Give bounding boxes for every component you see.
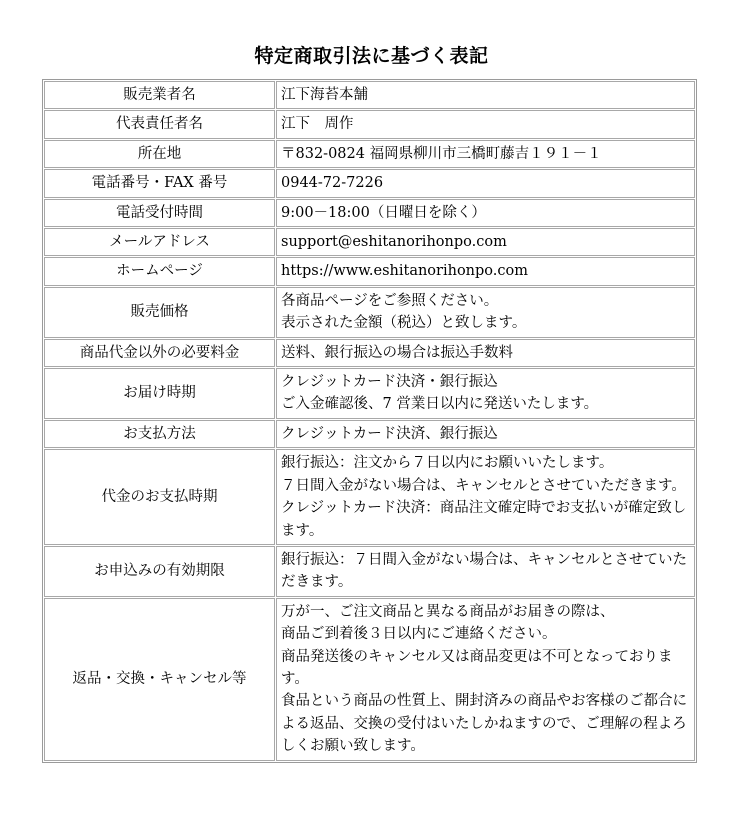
row-value (276, 546, 695, 597)
table-row (44, 368, 695, 419)
row-value-line: https://www.eshitanorihonpo.com (281, 263, 528, 280)
row-value-line: 商品ご到着後３日以内にご連絡ください。 (281, 626, 557, 643)
row-value-line: 食品という商品の性質上、開封済みの商品やお客様のご都合による返品、交換の受付はいたしかねますので、ご理解の程よろしくお願い致します。 (281, 693, 687, 755)
row-label: 代金のお支払時期 (44, 449, 275, 545)
row-value-line: クレジットカード決済：商品注文確定時でお支払いが確定致します。 (281, 500, 687, 539)
row-value (276, 598, 695, 761)
row-value-line: 各商品ページをご参照ください。 (281, 292, 499, 309)
legal-info-table-body (44, 81, 695, 761)
row-value-line: 銀行振込：注文から７日以内にお願いいたします。 (281, 455, 614, 472)
row-value (276, 110, 695, 138)
row-value-line: クレジットカード決済、銀行振込 (281, 425, 498, 442)
row-value (276, 199, 695, 227)
row-label: お支払方法 (44, 420, 275, 448)
table-row (44, 420, 695, 448)
row-value (276, 81, 695, 109)
row-value-line: ご入金確認後、7 営業日以内に発送いたします。 (281, 396, 599, 413)
row-value-line: ７日間入金がない場合は、キャンセルとさせていただきます。 (281, 477, 686, 494)
row-label: 商品代金以外の必要料金 (44, 339, 275, 367)
row-label: 販売価格 (44, 287, 275, 338)
row-value (276, 368, 695, 419)
table-row (44, 449, 695, 545)
row-value-line: 送料、銀行振込の場合は振込手数料 (281, 344, 513, 361)
table-row (44, 598, 695, 761)
table-row (44, 546, 695, 597)
row-value-line: クレジットカード決済・銀行振込 (281, 374, 498, 391)
table-row (44, 169, 695, 197)
row-value (276, 420, 695, 448)
row-label: ホームページ (44, 257, 275, 285)
table-row (44, 81, 695, 109)
row-value (276, 339, 695, 367)
row-value-line: 9:00－18:00（日曜日を除く） (281, 204, 486, 221)
row-value-line: 商品発送後のキャンセル又は商品変更は不可となっております。 (281, 648, 673, 687)
table-row (44, 199, 695, 227)
table-row (44, 228, 695, 256)
row-value (276, 257, 695, 285)
row-value-line: 〒832-0824 福岡県柳川市三橋町藤吉１９１－１ (281, 145, 602, 162)
row-value-line: 江下 周作 (281, 116, 354, 133)
row-value-line: 江下海苔本舗 (281, 87, 368, 103)
row-value (276, 169, 695, 197)
table-row (44, 257, 695, 285)
row-value-line: support@eshitanorihonpo.com (281, 234, 507, 251)
legal-info-table (42, 79, 697, 763)
row-value (276, 228, 695, 256)
row-value (276, 449, 695, 545)
table-row (44, 287, 695, 338)
row-value (276, 287, 695, 338)
row-label: 所在地 (44, 140, 275, 168)
row-label: 代表責任者名 (44, 110, 275, 138)
page-title: 特定商取引法に基づく表記 (254, 44, 489, 67)
table-row (44, 339, 695, 367)
row-value-line: 表示された金額（税込）と致します。 (281, 315, 527, 332)
row-value-line: 銀行振込：７日間入金がない場合は、キャンセルとさせていただきます。 (281, 551, 687, 591)
row-label: 販売業者名 (44, 81, 275, 109)
row-label: 返品・交換・キャンセル等 (44, 598, 275, 761)
row-label: 電話受付時間 (44, 199, 275, 227)
row-label: お届け時期 (44, 368, 275, 419)
table-row (44, 140, 695, 168)
row-value-line: 0944-72-7226 (281, 175, 384, 192)
row-label: お申込みの有効期限 (44, 546, 275, 597)
row-value-line: 万が一、ご注文商品と異なる商品がお届きの際は、 (281, 603, 615, 620)
table-row (44, 110, 695, 138)
row-value (276, 140, 695, 168)
row-label: 電話番号・FAX 番号 (44, 169, 275, 197)
row-label: メールアドレス (44, 228, 275, 256)
